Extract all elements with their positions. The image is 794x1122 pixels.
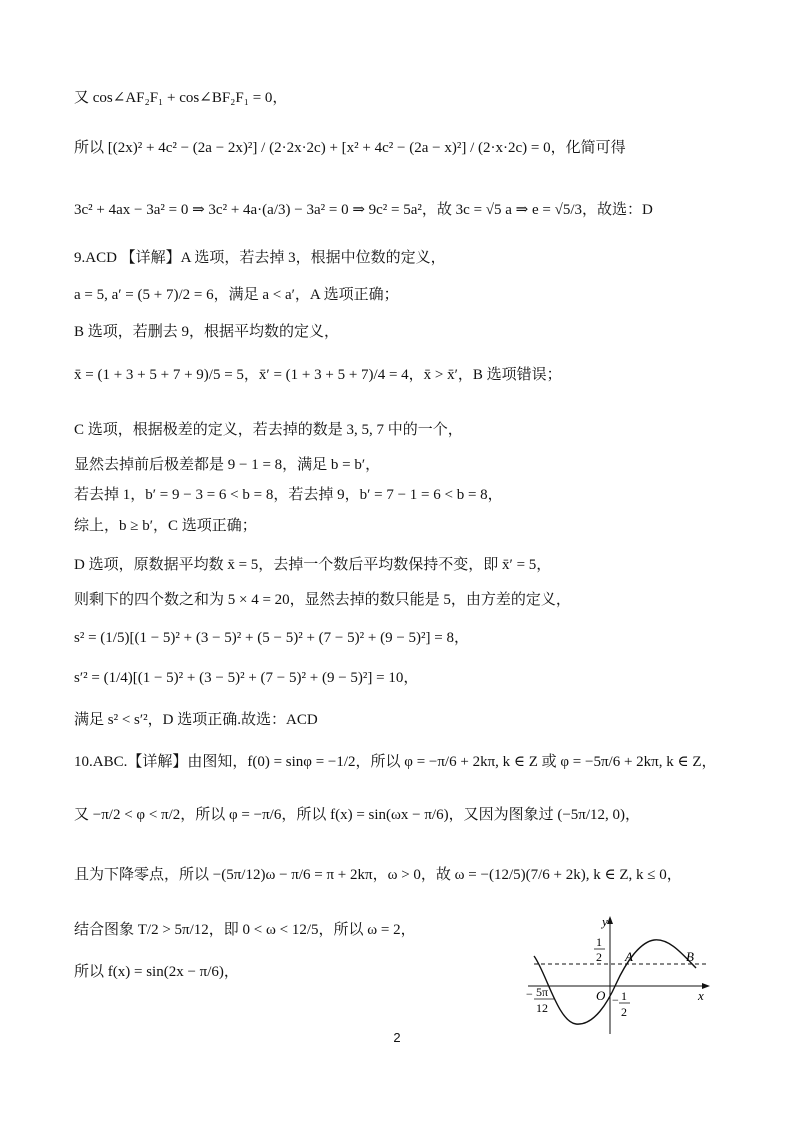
origin-label: O xyxy=(596,988,606,1003)
neg-5pi12-numerator: 5π xyxy=(536,985,549,999)
text-line-15: s′² = (1/4)[(1 − 5)² + (3 − 5)² + (7 − 5)² + (9 − 5)²] = 10， xyxy=(74,670,419,686)
text-line-9: 显然去掉前后极差都是 9 − 1 = 8，满足 b = b′， xyxy=(74,457,381,473)
page-number: 2 xyxy=(393,1030,401,1045)
text-line-13: 则剩下的四个数之和为 5 × 4 = 20，显然去掉的数只能是 5，由方差的定义， xyxy=(74,592,571,608)
text-line-8: C 选项，根据极差的定义，若去掉的数是 3, 5, 7 中的一个， xyxy=(74,422,463,438)
text-line-12: D 选项，原数据平均数 x̄ = 5，去掉一个数后平均数保持不变，即 x̄′ = 5， xyxy=(74,557,552,573)
text-line-3: 3c² + 4ax − 3a² = 0 ⇒ 3c² + 4a·(a/3) − 3a² = 0 ⇒ 9c² = 5a²，故 3c = √5 a ⇒ e = √5/3，故选：D xyxy=(74,202,653,218)
text-line-7: x̄ = (1 + 3 + 5 + 7 + 9)/5 = 5，x̄′ = (1 + 3 + 5 + 7)/4 = 4，x̄ > x̄′，B 选项错误； xyxy=(74,367,562,383)
text-line-19: 且为下降零点，所以 −(5π/12)ω − π/6 = π + 2kπ，ω > 0，故 ω = −(12/5)(7/6 + 2k), k ∈ Z, k ≤ 0， xyxy=(74,867,682,883)
text-line-16: 满足 s² < s′²，D 选项正确.故选：ACD xyxy=(74,712,318,728)
y-axis-arrow xyxy=(607,916,613,924)
neg-5pi12-sign: − xyxy=(526,987,533,1001)
point-a-label: A xyxy=(625,949,633,964)
text-line-14: s² = (1/5)[(1 − 5)² + (3 − 5)² + (5 − 5)² + (7 − 5)² + (9 − 5)²] = 8， xyxy=(74,630,469,646)
neg-half-numerator: 1 xyxy=(621,989,627,1003)
y-axis-label: y xyxy=(602,914,608,929)
text-line-1: 又 cos∠AF₂F₁ + cos∠BF₂F₁ = 0， xyxy=(74,90,288,106)
half-denominator: 2 xyxy=(596,950,602,964)
text-line-5: a = 5, a′ = (5 + 7)/2 = 6，满足 a < a′，A 选项正确； xyxy=(74,287,399,303)
text-line-4: 9.ACD 【详解】A 选项，若去掉 3，根据中位数的定义， xyxy=(74,250,446,266)
text-line-6: B 选项，若删去 9，根据平均数的定义， xyxy=(74,324,340,340)
half-numerator: 1 xyxy=(596,935,602,949)
sine-curve xyxy=(534,940,696,1024)
point-b-label: B xyxy=(686,949,694,964)
neg-half-sign: − xyxy=(612,993,619,1007)
neg-half-denominator: 2 xyxy=(621,1005,627,1019)
text-line-17: 10.ABC.【详解】由图知，f(0) = sinφ = −1/2，所以 φ = −π/6 + 2kπ, k ∈ Z 或 φ = −5π/6 + 2kπ, k ∈ Z， xyxy=(74,754,717,770)
text-line-20: 结合图象 T/2 > 5π/12，即 0 < ω < 12/5，所以 ω = 2， xyxy=(74,922,416,938)
x-axis-label: x xyxy=(698,988,704,1003)
sine-graph-figure xyxy=(524,912,714,1038)
text-line-18: 又 −π/2 < φ < π/2，所以 φ = −π/6，所以 f(x) = sin(ωx − π/6)，又因为图象过 (−5π/12, 0)， xyxy=(74,807,641,823)
neg-5pi12-denominator: 12 xyxy=(536,1001,548,1015)
text-line-11: 综上，b ≥ b′，C 选项正确； xyxy=(74,518,257,534)
text-line-10: 若去掉 1，b′ = 9 − 3 = 6 < b = 8，若去掉 9，b′ = 7 − 1 = 6 < b = 8， xyxy=(74,487,503,503)
text-line-21: 所以 f(x) = sin(2x − π/6)， xyxy=(74,964,239,980)
text-line-2: 所以 [(2x)² + 4c² − (2a − 2x)²] / (2·2x·2c) + [x² + 4c² − (2a − x)²] / (2·x·2c) = 0，化简可得 xyxy=(74,140,626,156)
